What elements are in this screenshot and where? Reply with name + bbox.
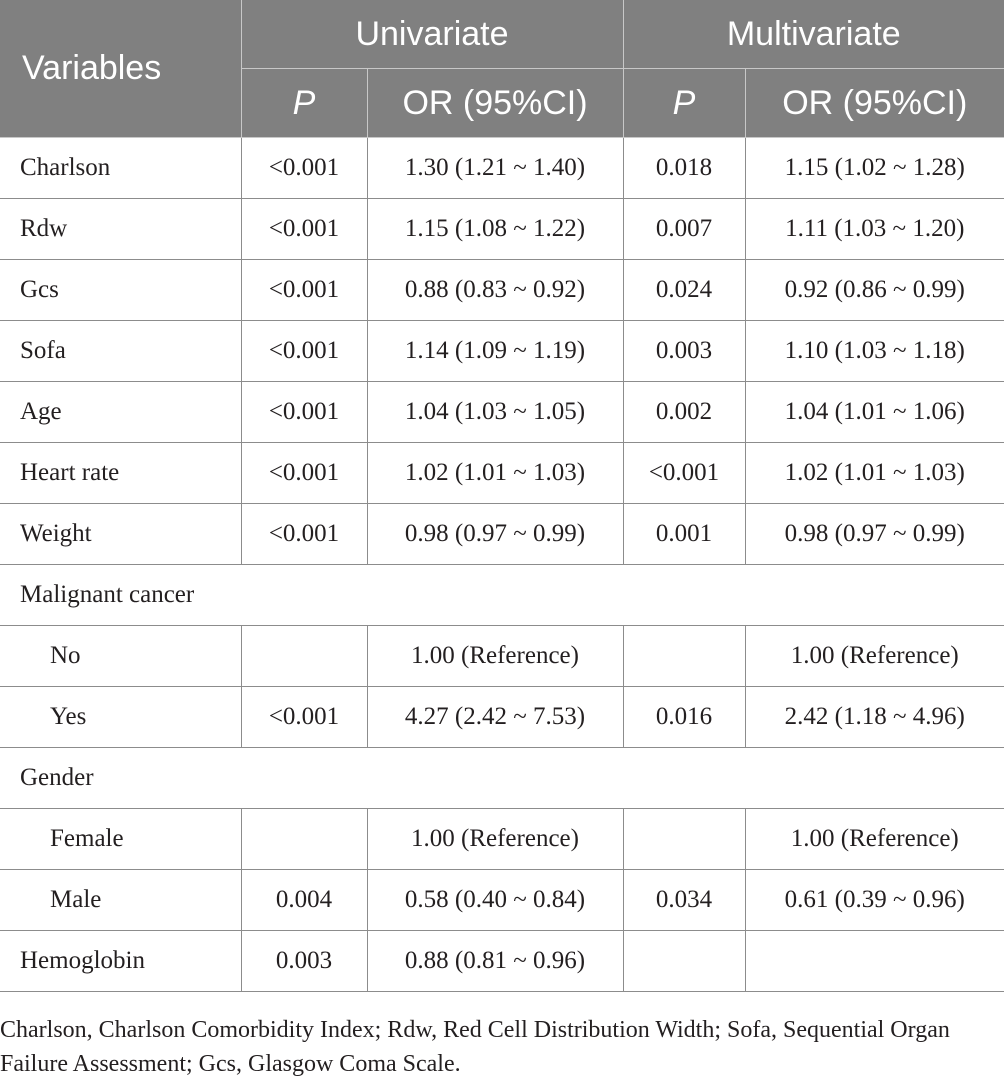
multivariate-or: 1.10 (1.03 ~ 1.18) <box>745 321 1004 382</box>
univariate-p: <0.001 <box>241 138 367 199</box>
multivariate-or: 0.61 (0.39 ~ 0.96) <box>745 870 1004 931</box>
variable-name: Age <box>0 382 241 443</box>
variable-name: Charlson <box>0 138 241 199</box>
multivariate-or <box>745 931 1004 992</box>
category-name: Male <box>0 870 241 931</box>
multivariate-or: 1.00 (Reference) <box>745 809 1004 870</box>
univariate-p <box>241 809 367 870</box>
univariate-p: <0.001 <box>241 504 367 565</box>
table-row <box>0 931 1004 992</box>
univariate-or: 0.88 (0.83 ~ 0.92) <box>367 260 623 321</box>
univariate-or: 0.98 (0.97 ~ 0.99) <box>367 504 623 565</box>
univariate-or: 1.00 (Reference) <box>367 809 623 870</box>
table-row <box>0 809 1004 870</box>
header-univariate-or: OR (95%CI) <box>367 69 623 138</box>
table-footnote: Charlson, Charlson Comorbidity Index; Rdw, Red Cell Distribution Width; Sofa, Sequential Organ Failure Assessment; Gcs, Glasgow Coma Scale. <box>0 1017 950 1077</box>
multivariate-p: 0.034 <box>623 870 745 931</box>
group-label: Gender <box>0 748 1004 809</box>
header-multivariate-or: OR (95%CI) <box>745 69 1004 138</box>
table-row <box>0 443 1004 504</box>
univariate-or: 1.00 (Reference) <box>367 626 623 687</box>
variable-name: Heart rate <box>0 443 241 504</box>
group-row <box>0 565 1004 626</box>
univariate-or: 1.15 (1.08 ~ 1.22) <box>367 199 623 260</box>
multivariate-or: 2.42 (1.18 ~ 4.96) <box>745 687 1004 748</box>
multivariate-p <box>623 931 745 992</box>
multivariate-p: 0.007 <box>623 199 745 260</box>
multivariate-or: 1.15 (1.02 ~ 1.28) <box>745 138 1004 199</box>
univariate-p: 0.003 <box>241 931 367 992</box>
category-name: No <box>0 626 241 687</box>
table-row <box>0 138 1004 199</box>
variable-name: Rdw <box>0 199 241 260</box>
multivariate-or: 1.00 (Reference) <box>745 626 1004 687</box>
univariate-or: 0.58 (0.40 ~ 0.84) <box>367 870 623 931</box>
multivariate-p <box>623 809 745 870</box>
univariate-p: <0.001 <box>241 382 367 443</box>
univariate-p: 0.004 <box>241 870 367 931</box>
univariate-p: <0.001 <box>241 321 367 382</box>
table-body <box>0 138 1004 992</box>
variable-name: Sofa <box>0 321 241 382</box>
univariate-or: 1.14 (1.09 ~ 1.19) <box>367 321 623 382</box>
variable-name: Hemoglobin <box>0 931 241 992</box>
table-row <box>0 626 1004 687</box>
table-row <box>0 199 1004 260</box>
multivariate-or: 0.98 (0.97 ~ 0.99) <box>745 504 1004 565</box>
header-univariate-p: P <box>241 69 367 138</box>
multivariate-or: 0.92 (0.86 ~ 0.99) <box>745 260 1004 321</box>
univariate-p: <0.001 <box>241 687 367 748</box>
multivariate-p <box>623 626 745 687</box>
table-row <box>0 382 1004 443</box>
variable-name: Gcs <box>0 260 241 321</box>
multivariate-p: <0.001 <box>623 443 745 504</box>
univariate-or: 1.02 (1.01 ~ 1.03) <box>367 443 623 504</box>
multivariate-or: 1.04 (1.01 ~ 1.06) <box>745 382 1004 443</box>
variable-name: Weight <box>0 504 241 565</box>
univariate-or: 0.88 (0.81 ~ 0.96) <box>367 931 623 992</box>
univariate-p <box>241 626 367 687</box>
univariate-p: <0.001 <box>241 199 367 260</box>
header-variables: Variables <box>0 0 241 138</box>
header-univariate: Univariate <box>241 0 623 69</box>
multivariate-p: 0.016 <box>623 687 745 748</box>
multivariate-or: 1.11 (1.03 ~ 1.20) <box>745 199 1004 260</box>
category-name: Female <box>0 809 241 870</box>
multivariate-p: 0.018 <box>623 138 745 199</box>
table-row <box>0 870 1004 931</box>
group-row <box>0 748 1004 809</box>
univariate-p: <0.001 <box>241 443 367 504</box>
univariate-or: 4.27 (2.42 ~ 7.53) <box>367 687 623 748</box>
category-name: Yes <box>0 687 241 748</box>
multivariate-p: 0.003 <box>623 321 745 382</box>
multivariate-p: 0.002 <box>623 382 745 443</box>
table-row <box>0 504 1004 565</box>
table-row <box>0 321 1004 382</box>
table-row <box>0 260 1004 321</box>
univariate-p: <0.001 <box>241 260 367 321</box>
group-label: Malignant cancer <box>0 565 1004 626</box>
header-multivariate: Multivariate <box>623 0 1004 69</box>
multivariate-p: 0.001 <box>623 504 745 565</box>
multivariate-or: 1.02 (1.01 ~ 1.03) <box>745 443 1004 504</box>
table-row <box>0 687 1004 748</box>
header-row-top <box>0 0 1004 69</box>
multivariate-p: 0.024 <box>623 260 745 321</box>
header-multivariate-p: P <box>623 69 745 138</box>
table-header <box>0 0 1004 138</box>
univariate-or: 1.30 (1.21 ~ 1.40) <box>367 138 623 199</box>
univariate-or: 1.04 (1.03 ~ 1.05) <box>367 382 623 443</box>
